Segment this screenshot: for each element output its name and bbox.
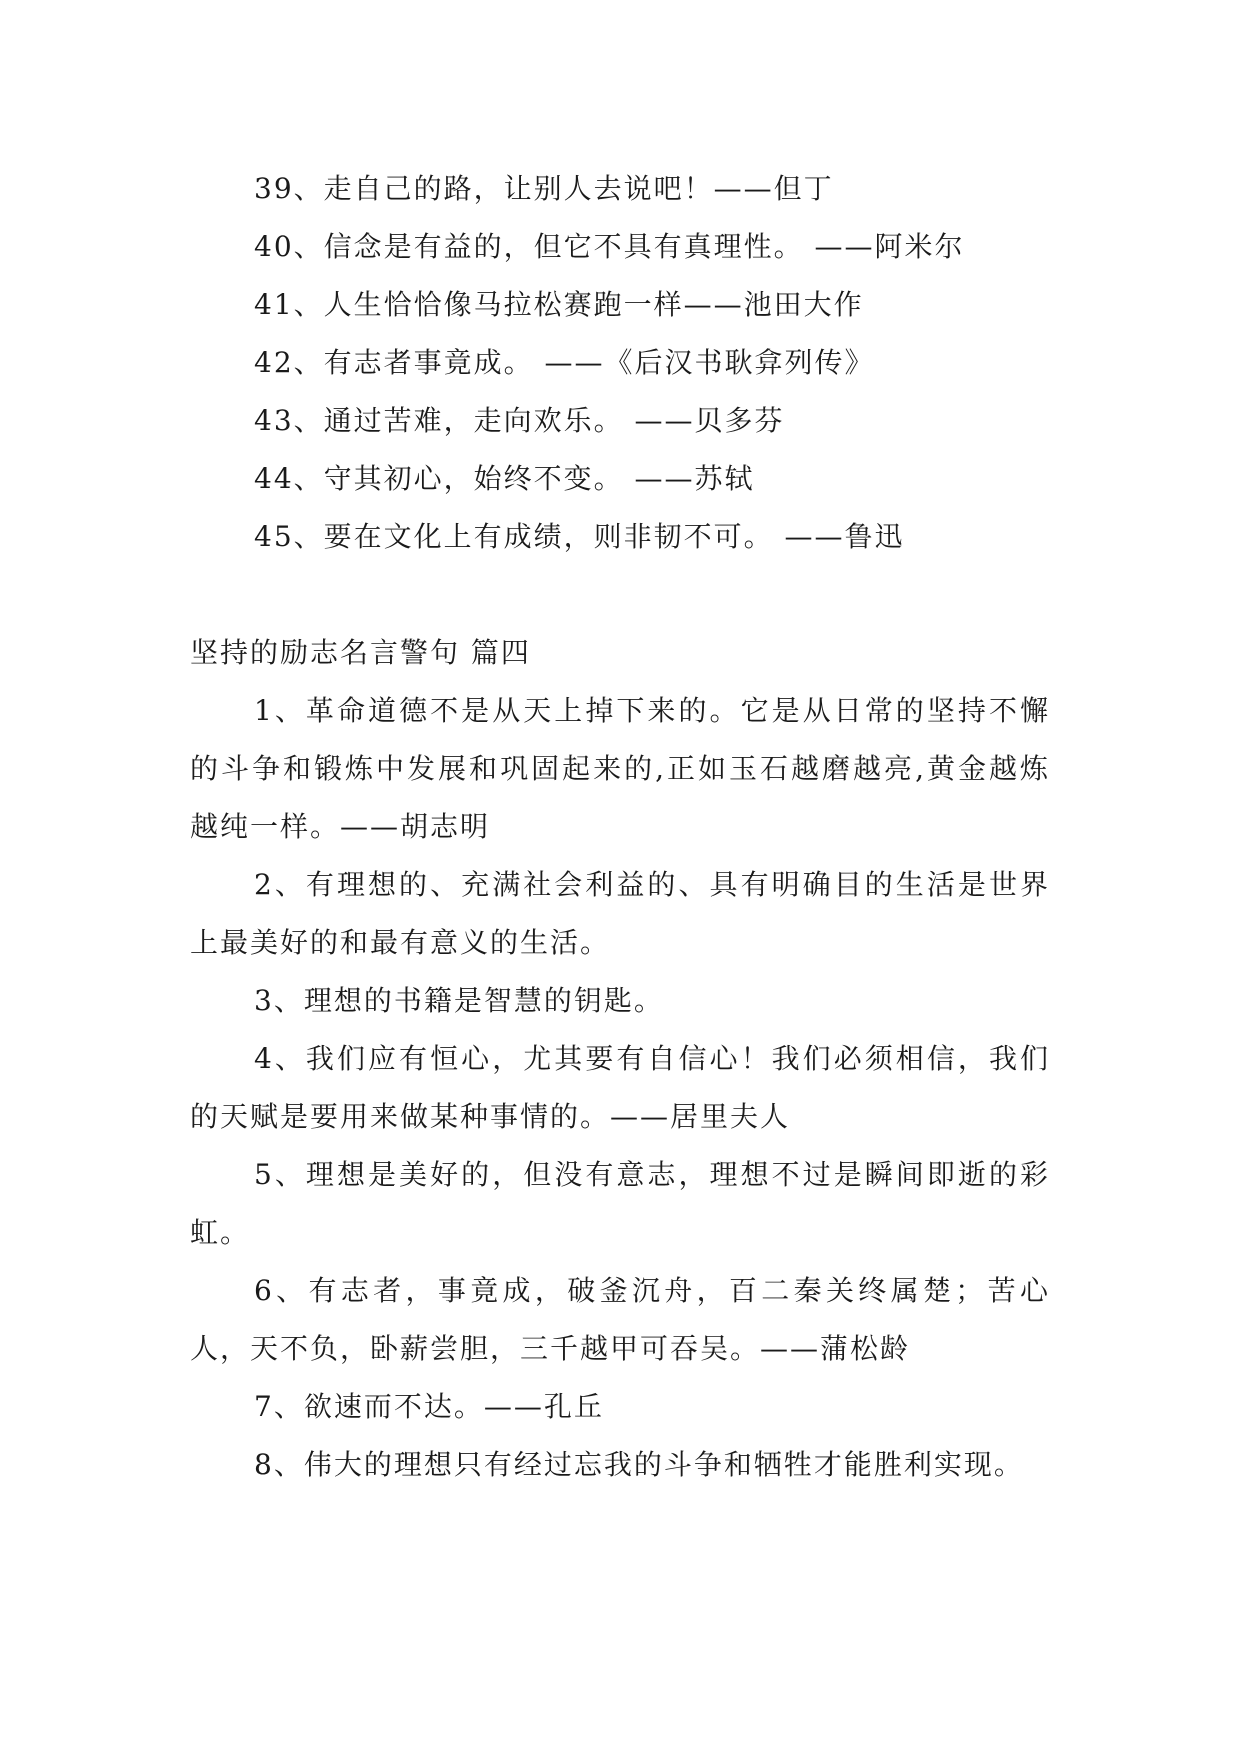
section-body	[190, 682, 1050, 1494]
quote-list	[190, 160, 1050, 566]
paragraph: 3、理想的书籍是智慧的钥匙。	[254, 984, 664, 1017]
quote-item: 40、信念是有益的，但它不具有真理性。 ——阿米尔	[254, 230, 965, 263]
paragraph: 4、我们应有恒心，尤其要有自信心！我们必须相信，我们的天赋是要用来做某种事情的。——居里夫人	[190, 1042, 1050, 1133]
paragraph: 1、革命道德不是从天上掉下来的。它是从日常的坚持不懈的斗争和锻炼中发展和巩固起来的,正如玉石越磨越亮,黄金越炼越纯一样。——胡志明	[190, 694, 1050, 843]
quote-item: 44、守其初心，始终不变。 ——苏轼	[254, 462, 755, 495]
quote-item: 41、人生恰恰像马拉松赛跑一样——池田大作	[254, 288, 864, 321]
paragraph: 2、有理想的、充满社会利益的、具有明确目的生活是世界上最美好的和最有意义的生活。	[190, 868, 1050, 959]
section-heading: 坚持的励志名言警句 篇四	[190, 636, 531, 669]
paragraph: 7、欲速而不达。——孔丘	[254, 1390, 604, 1423]
page-content	[190, 160, 1050, 1494]
quote-item: 45、要在文化上有成绩，则非韧不可。 ——鲁迅	[254, 520, 905, 553]
paragraph: 6、有志者，事竟成，破釜沉舟，百二秦关终属楚；苦心人，天不负，卧薪尝胆，三千越甲可吞吴。——蒲松龄	[190, 1274, 1050, 1365]
quote-item: 43、通过苦难，走向欢乐。 ——贝多芬	[254, 404, 785, 437]
quote-item: 39、走自己的路，让别人去说吧！——但丁	[254, 172, 834, 205]
paragraph: 5、理想是美好的，但没有意志，理想不过是瞬间即逝的彩虹。	[190, 1158, 1050, 1249]
paragraph: 8、伟大的理想只有经过忘我的斗争和牺牲才能胜利实现。	[254, 1448, 1024, 1481]
quote-item: 42、有志者事竟成。 ——《后汉书耿弇列传》	[254, 346, 875, 379]
